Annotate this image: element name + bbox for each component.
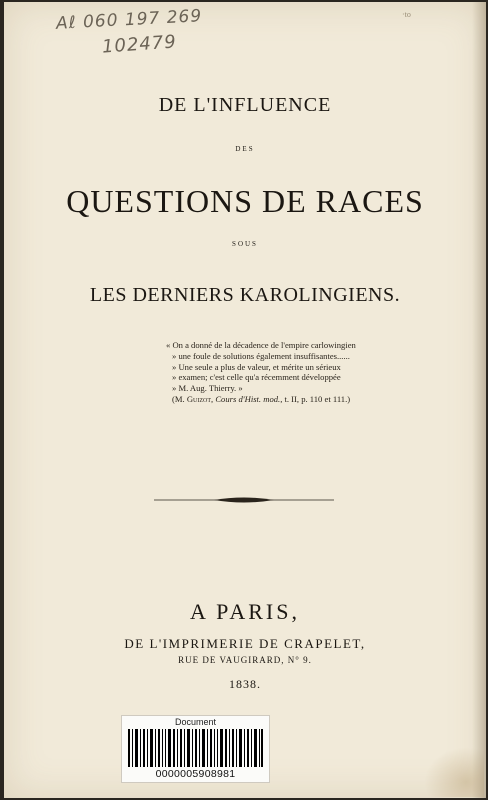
title-line-1: DE L'INFLUENCE bbox=[158, 94, 332, 116]
epigraph-line: » une foule de solutions également insuffisantes...... bbox=[172, 350, 350, 361]
corner-mark: ·to bbox=[402, 10, 411, 19]
imprint-city: A PARIS, bbox=[189, 599, 300, 624]
barcode-label bbox=[121, 715, 270, 783]
imprint-printer: DE L'IMPRIMERIE DE CRAPELET, bbox=[124, 636, 366, 651]
epigraph-line: » Une seule a plus de valeur, et mérite un sérieux bbox=[172, 361, 341, 372]
title-line-4: SOUS bbox=[232, 240, 258, 248]
epigraph-line: « On a donné de la décadence de l'empire carlowingien bbox=[166, 340, 356, 350]
epigraph-line: » examen; c'est celle qu'a récemment développée bbox=[172, 372, 341, 383]
title-line-2: DES bbox=[235, 145, 255, 153]
paper-stain bbox=[424, 747, 484, 797]
main-title: QUESTIONS DE RACES bbox=[66, 183, 424, 219]
document-page bbox=[4, 2, 486, 798]
handwritten-shelfmark: Aℓ 060 197 269 bbox=[55, 6, 203, 34]
barcode-number: 0000005908981 bbox=[155, 768, 236, 780]
barcode-icon bbox=[128, 729, 263, 767]
barcode-title: Document bbox=[174, 717, 217, 727]
epigraph-citation bbox=[166, 394, 406, 405]
citation-separator: , bbox=[211, 393, 216, 404]
ornamental-divider bbox=[154, 495, 334, 505]
epigraph-line: » M. Aug. Thierry. » bbox=[172, 383, 243, 394]
imprint-year: 1838. bbox=[229, 677, 261, 691]
subtitle: LES DERNIERS KAROLINGIENS. bbox=[89, 284, 401, 306]
citation-rest: , t. II, p. 110 et 111.) bbox=[280, 393, 351, 404]
citation-prefix: (M. bbox=[172, 393, 187, 404]
epigraph bbox=[166, 340, 406, 405]
citation-author: Guizot bbox=[186, 393, 212, 404]
handwritten-number: 102479 bbox=[101, 31, 178, 58]
citation-work: Cours d'Hist. mod. bbox=[215, 393, 281, 404]
imprint-address: RUE DE VAUGIRARD, N° 9. bbox=[178, 655, 312, 665]
